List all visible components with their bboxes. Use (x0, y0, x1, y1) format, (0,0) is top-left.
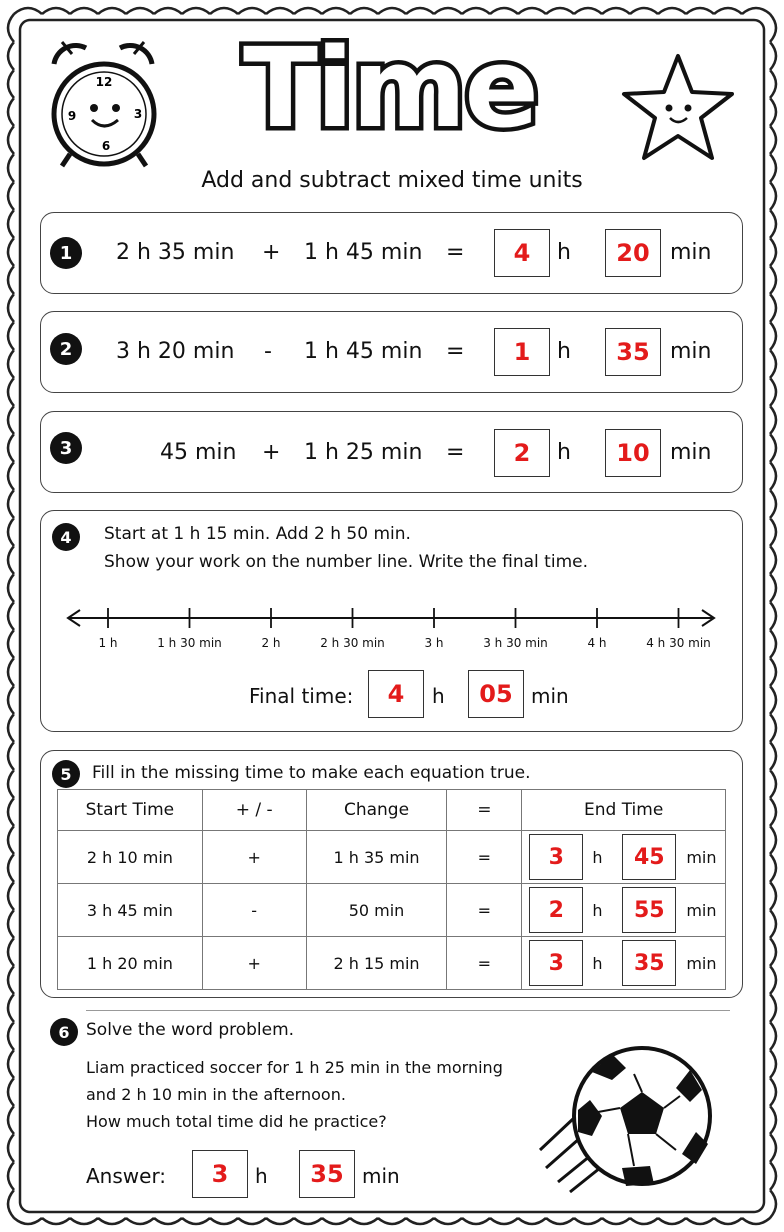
number-line-tick-label: 3 h (424, 636, 444, 650)
q4-final-time-label: Final time: (249, 684, 354, 708)
header-start-time: Start Time (58, 790, 203, 831)
header-operator: + / - (202, 790, 306, 831)
row-2-change: 50 min (306, 884, 447, 937)
q6-minutes-unit: min (362, 1164, 400, 1188)
row-2-operator: - (202, 884, 306, 937)
number-line-tick-label: 3 h 30 min (483, 636, 548, 650)
q6-answer-label: Answer: (86, 1164, 167, 1188)
q2-minutes-answer[interactable]: 35 (605, 328, 661, 376)
q1-addend-a: 2 h 35 min (116, 240, 235, 265)
clock-number-6: 6 (101, 139, 111, 153)
clock-number-3: 3 (133, 107, 143, 121)
row-2-hours-unit: h (592, 901, 603, 920)
row-2-start: 3 h 45 min (58, 884, 203, 937)
question-3-number: 3 (50, 432, 82, 464)
time-equations-table (57, 789, 726, 990)
q4-minutes-unit: min (531, 684, 569, 708)
q1-operator: + (262, 240, 281, 265)
q3-minutes-unit: min (670, 440, 712, 465)
subtitle: Add and subtract mixed time units (201, 168, 583, 193)
q1-hours-answer[interactable]: 4 (494, 229, 550, 277)
number-line-tick-label: 4 h 30 min (646, 636, 711, 650)
number-line-tick-label: 2 h (261, 636, 281, 650)
q3-addend-a: 45 min (160, 440, 237, 465)
row-1-start: 2 h 10 min (58, 831, 203, 884)
number-line-tick-label: 4 h (587, 636, 607, 650)
row-3-end-time (522, 937, 726, 990)
number-line-tick-label: 1 h (98, 636, 118, 650)
q4-minutes-answer[interactable]: 05 (468, 670, 524, 718)
q2-hours-unit: h (557, 339, 571, 364)
row-1-equals: = (447, 831, 522, 884)
row-1-change: 1 h 35 min (306, 831, 447, 884)
row-3-equals: = (447, 937, 522, 990)
q6-instruction: Solve the word problem. (86, 1020, 295, 1040)
row-2-hours-answer[interactable]: 2 (529, 887, 583, 933)
soccer-ball-icon (530, 1040, 720, 1200)
q2-operator: - (264, 339, 272, 364)
q4-hours-unit: h (432, 684, 445, 708)
table-row (58, 884, 726, 937)
question-5-number: 5 (52, 760, 80, 788)
q1-minutes-unit: min (670, 240, 712, 265)
number-line-tick-label: 1 h 30 min (157, 636, 222, 650)
clock-number-12: 12 (95, 75, 113, 89)
number-line-tick-label: 2 h 30 min (320, 636, 385, 650)
table-header-row (58, 790, 726, 831)
q6-problem-line-1: Liam practiced soccer for 1 h 25 min in the morning (86, 1058, 503, 1077)
row-3-hours-unit: h (592, 954, 603, 973)
q6-problem-line-3: How much total time did he practice? (86, 1112, 387, 1131)
smiling-star-icon (612, 48, 742, 168)
row-1-hours-answer[interactable]: 3 (529, 834, 583, 880)
row-3-change: 2 h 15 min (306, 937, 447, 990)
row-1-minutes-unit: min (686, 848, 717, 867)
question-1-number: 1 (50, 237, 82, 269)
q2-equals: = (446, 339, 465, 364)
q6-hours-answer[interactable]: 3 (192, 1150, 248, 1198)
q3-hours-answer[interactable]: 2 (494, 429, 550, 477)
q2-minuend: 3 h 20 min (116, 339, 235, 364)
row-3-minutes-unit: min (686, 954, 717, 973)
q3-minutes-answer[interactable]: 10 (605, 429, 661, 477)
header-end-time: End Time (522, 790, 726, 831)
row-3-hours-answer[interactable]: 3 (529, 940, 583, 986)
clock-number-9: 9 (67, 109, 77, 123)
q1-minutes-answer[interactable]: 20 (605, 229, 661, 277)
q1-hours-unit: h (557, 240, 571, 265)
question-6-number: 6 (50, 1018, 78, 1046)
row-2-equals: = (447, 884, 522, 937)
header-equals: = (447, 790, 522, 831)
q4-instruction-line-1: Start at 1 h 15 min. Add 2 h 50 min. (104, 524, 411, 544)
row-3-minutes-answer[interactable]: 35 (622, 940, 676, 986)
q5-instruction: Fill in the missing time to make each equation true. (92, 763, 531, 783)
q3-equals: = (446, 440, 465, 465)
q1-addend-b: 1 h 45 min (304, 240, 423, 265)
q3-addend-b: 1 h 25 min (304, 440, 423, 465)
q6-problem-line-2: and 2 h 10 min in the afternoon. (86, 1085, 346, 1104)
header-change: Change (306, 790, 447, 831)
q6-minutes-answer[interactable]: 35 (299, 1150, 355, 1198)
page-title (200, 18, 580, 158)
question-2-number: 2 (50, 333, 82, 365)
table-row (58, 831, 726, 884)
section-divider (86, 1010, 730, 1011)
row-1-hours-unit: h (592, 848, 603, 867)
q3-operator: + (262, 440, 281, 465)
row-1-end-time (522, 831, 726, 884)
q4-instruction-line-2: Show your work on the number line. Write the final time. (104, 552, 588, 572)
q2-minutes-unit: min (670, 339, 712, 364)
q3-hours-unit: h (557, 440, 571, 465)
question-4-number: 4 (52, 523, 80, 551)
row-1-operator: + (202, 831, 306, 884)
table-row (58, 937, 726, 990)
row-3-operator: + (202, 937, 306, 990)
row-2-minutes-answer[interactable]: 55 (622, 887, 676, 933)
q6-hours-unit: h (255, 1164, 268, 1188)
q1-equals: = (446, 240, 465, 265)
alarm-clock-icon (34, 34, 174, 174)
svg-text:Time: Time (243, 24, 537, 152)
row-3-start: 1 h 20 min (58, 937, 203, 990)
row-1-minutes-answer[interactable]: 45 (622, 834, 676, 880)
row-2-end-time (522, 884, 726, 937)
q4-hours-answer[interactable]: 4 (368, 670, 424, 718)
number-line (60, 604, 724, 634)
row-2-minutes-unit: min (686, 901, 717, 920)
q2-hours-answer[interactable]: 1 (494, 328, 550, 376)
q2-subtrahend: 1 h 45 min (304, 339, 423, 364)
